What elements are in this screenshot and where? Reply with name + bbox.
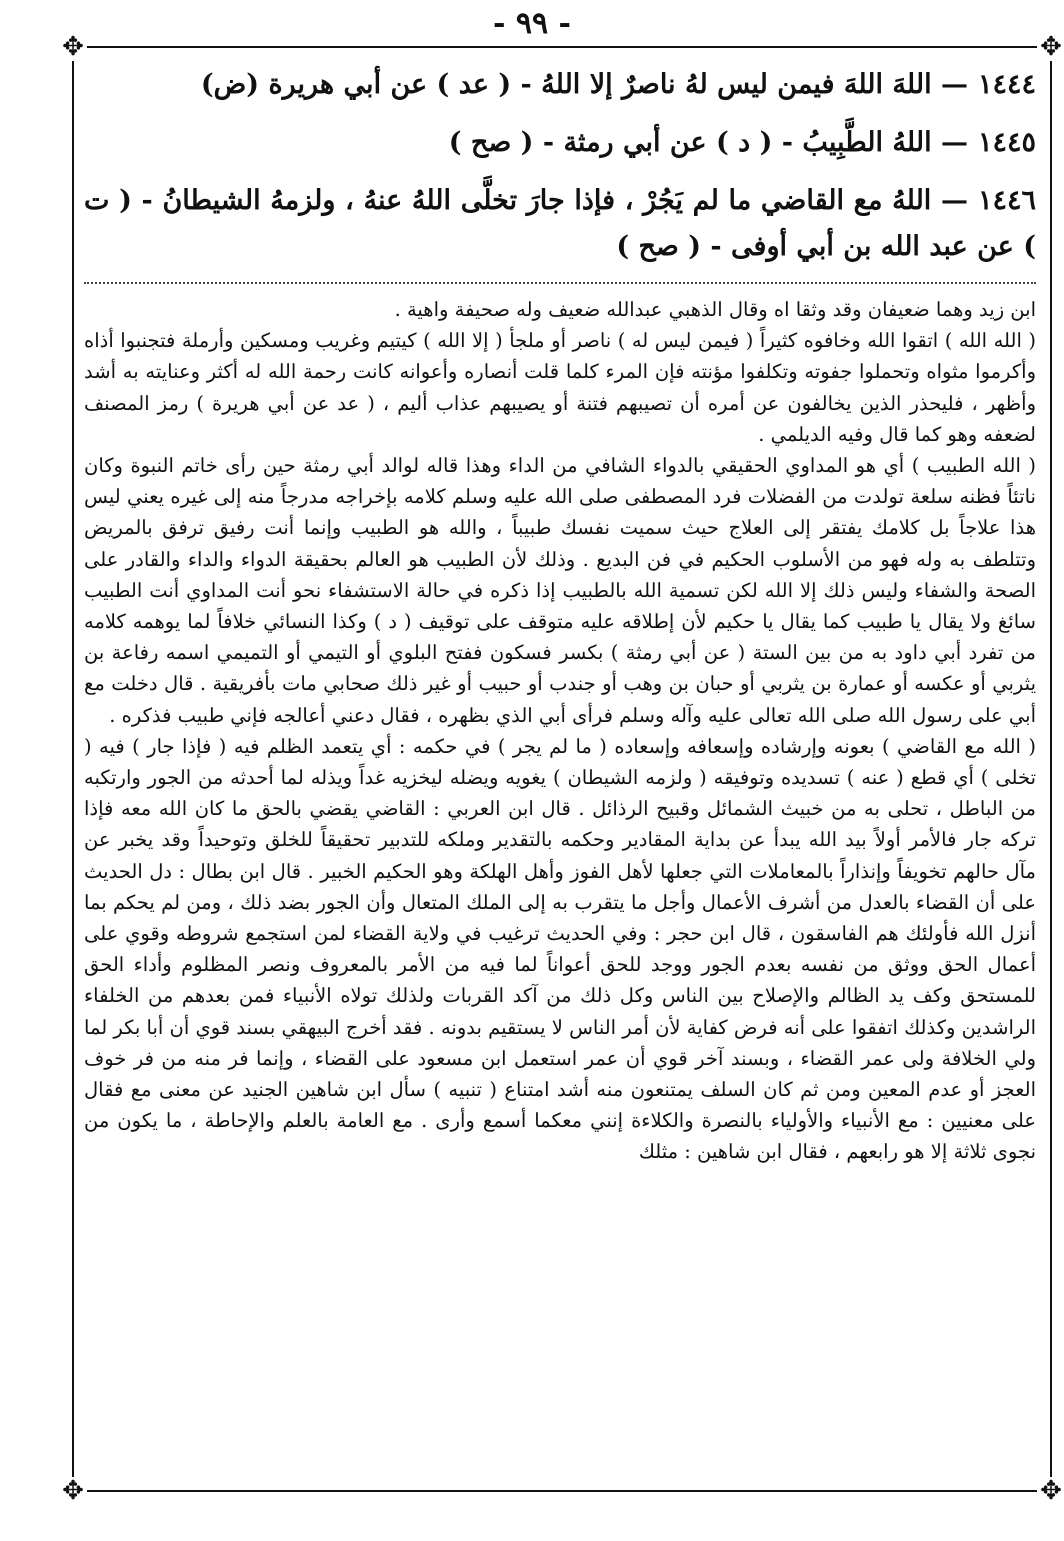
frame-left-line [72, 46, 74, 1492]
hadith-entry [84, 120, 1036, 166]
frame-bottom-line [72, 1490, 1052, 1492]
frame-top-line [72, 46, 1052, 48]
hadith-number: ١٤٤٥ [977, 127, 1036, 158]
hadith-number: ١٤٤٤ [977, 69, 1036, 100]
hadith-entry [84, 62, 1036, 108]
page-number: - ٩٩ - [492, 6, 572, 41]
frame-right-line [1050, 46, 1052, 1492]
commentary-paragraph: ( الله الطبيب ) أي هو المداوي الحقيقي بالدواء الشافي من الداء وهذا قاله لوالد أبي رمثة حين رأى خاتم النبوة وكان ناتئاً فظنه سلعة تولدت من الفضلات فرد المصطفى صلى الله عليه وسلم كلامه بإخراجه مدرجاً منه إلى غيره يعني ليس هذا علاجاً بل كلامك يفتقر إلى العلاج حيث سميت نفسك طبيباً ، والله هو الطبيب وإنما أنت رفيق ترفق بالمريض وتتلطف به وله فهو من الأسلوب الحكيم في فن البديع . وذلك لأن الطبيب هو العالم بحقيقة الدواء والداء والقادر على الصحة والشفاء وليس ذلك إلا الله لكن تسمية الله بالطبيب إذا ذكره في حالة الاستشفاء نحو أنت المداوي أنت الطبيب سائغ ولا يقال يا طبيب كما يقال يا حكيم لأن إطلاقه عليه متوقف على توقيف ( د ) وكذا النسائي خلافاً لما يوهمه كلامه من تفرد أبي داود به من بين الستة ( عن أبي رمثة ) بكسر فسكون ففتح البلوي أو التيمي أو التميمي اسمه رفاعة بن يثربي أو عكسه أو عمارة بن يثربي أو حبان بن وهب أو جندب أو حبيب أو غير ذلك صحابي مات بأفريقية . قال دخلت مع أبي على رسول الله صلى الله تعالى عليه وآله وسلم فرأى أبي الذي بظهره ، فقال دعني أعالجه فإني طبيب فذكره . [84, 454, 1036, 727]
hadith-text: — اللهُ مع القاضي ما لم يَجُرْ ، فإذا جارَ تخلَّى اللهُ عنهُ ، ولزمهُ الشيطانُ - ( ت ) عن عبد الله بن أبي أوفى - ( صح ) [84, 185, 1036, 262]
page-content [84, 62, 1036, 1482]
hadith-entry [84, 178, 1036, 270]
commentary-paragraph: ( الله الله ) اتقوا الله وخافوه كثيراً ( فيمن ليس له ) ناصر أو ملجأ ( إلا الله ) كيتيم وغريب ومسكين وأرملة فتجنبوا أذاه وأكرموا مثواه وتحملوا جفوته وتكلفوا مؤنته فإن المرء كلما قلت أنصاره وأعوانه كانت رحمة الله له أكثر وعنايته به أشد وأظهر ، فليحذر الذين يخالفون عن أمره أن تصيبهم فتنة أو يصيبهم عذاب أليم ، ( عد عن أبي هريرة ) رمز المصنف لضعفه وهو كما قال وفيه الديلمي . [84, 329, 1036, 446]
hadith-text: — اللهُ الطَّبِيبُ - ( د ) عن أبي رمثة - ( صح ) [448, 127, 968, 158]
commentary-paragraph: ( الله مع القاضي ) بعونه وإرشاده وإسعافه وإسعاده ( ما لم يجر ) في حكمه : أي يتعمد الظلم فيه ( فإذا جار ) فيه ( تخلى ) أي قطع ( عنه ) تسديده وتوفيقه ( ولزمه الشيطان ) يغويه ويضله ليخزيه غداً ويذله لما أحدثه من الجور وارتكبه من الباطل ، تحلى به من خبيث الشمائل وقبيح الرذائل . قال ابن العربي : القاضي يقضي بالحق ما كان الله معه فإذا تركه جار فالأمر أولاً بيد الله يبدأ عن بداية المقادير وحكمه بالتقدير وملكه للتدبير تحقيقاً للخلق وتوحيداً وقد يخبر عن مآل حالهم تخويفاً وإنذاراً بالمعاملات التي جعلها لأهل الفوز وأهل الهلكة وهو الحكيم الخبير . قال ابن بطال : دل الحديث على أن القضاء بالعدل من أشرف الأعمال وأجل ما يتقرب به إلى الملك المتعال وأن الجور بضد ذلك ، ومن لم يحكم بما أنزل الله فأولئك هم الفاسقون ، قال ابن حجر : وفي الحديث ترغيب في ولاية القضاء لمن استجمع شروطه وقوي على أعمال الحق ووثق من نفسه بعدم الجور ووجد للحق أعواناً لما فيه من الأمر بالمعروف ونصر المظلوم وأداء الحق للمستحق وكف يد الظالم والإصلاح بين الناس وكل ذلك من آكد القربات ولذلك تولاه الأنبياء فمن بعدهم من الخلفاء الراشدين وكذلك اتفقوا على أنه فرض كفاية لأن أمر الناس لا يستقيم بدونه . فقد أخرج البيهقي بسند قوي أن أبا بكر لما ولي الخلافة ولى عمر القضاء ، وبسند آخر قوي أن عمر استعمل ابن مسعود على القضاء ، وإنما فر منه من فر خوف العجز أو عدم المعين ومن ثم كان السلف يمتنعون منه أشد امتناع ( تنبيه ) سأل ابن شاهين الجنيد عن معنى مع فقال على معنيين : مع الأنبياء والأولياء بالنصرة والكلاءة إنني معكما أسمع وأرى . مع العامة بالعلم والإحاطة ، ما يكون من نجوى ثلاثة إلا هو رابعهم ، فقال ابن شاهين : مثلك [84, 734, 1036, 1164]
corner-ornament-bottom-right: ✥ [1037, 1477, 1064, 1505]
hadith-number: ١٤٤٦ [977, 185, 1036, 216]
commentary-paragraph: ابن زيد وهما ضعيفان وقد وثقا اه وقال الذهبي عبدالله ضعيف وله صحيفة واهية . [394, 298, 1036, 321]
corner-ornament-top-right: ✥ [1037, 33, 1064, 61]
corner-ornament-top-left: ✥ [59, 33, 87, 61]
corner-ornament-bottom-left: ✥ [59, 1477, 87, 1505]
dotted-divider [84, 282, 1036, 284]
hadith-text: — اللهَ اللهَ فيمن ليس لهُ ناصرٌ إلا اللهُ - ( عد ) عن أبي هريرة (ض) [200, 69, 968, 100]
